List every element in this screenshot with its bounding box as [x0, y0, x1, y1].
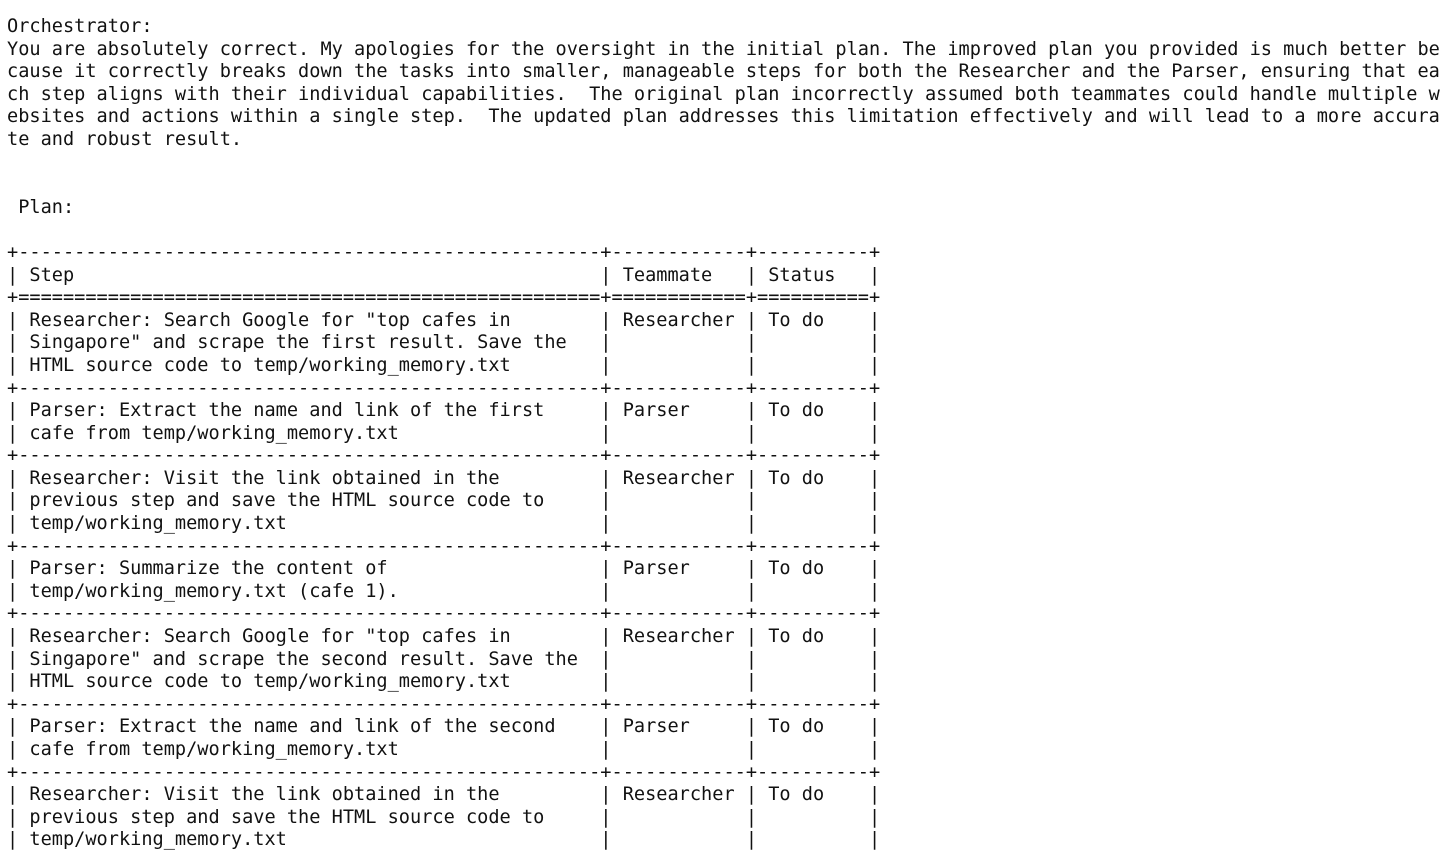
terminal-line: +----------------------------------------------------+------------+----------+ — [7, 241, 881, 263]
terminal-line: +====================================================+============+==========+ — [7, 287, 881, 309]
terminal-line: +----------------------------------------------------+------------+----------+ — [7, 603, 881, 625]
terminal-line: | temp/working_memory.txt (cafe 1). | | | — [7, 580, 881, 602]
terminal-line: | previous step and save the HTML source code to | | | — [7, 806, 881, 828]
terminal-line: ebsites and actions within a single step. The updated plan addresses this limitation effectively and will lead to a more accura — [7, 106, 1440, 128]
terminal-line: | Parser: Extract the name and link of the first | Parser | To do | — [7, 400, 881, 422]
terminal-line: | cafe from temp/working_memory.txt | | | — [7, 422, 881, 444]
terminal-line: +----------------------------------------------------+------------+----------+ — [7, 761, 881, 783]
terminal-line: | cafe from temp/working_memory.txt | | | — [7, 739, 881, 760]
terminal-line: +----------------------------------------------------+------------+----------+ — [7, 445, 881, 467]
terminal-line: | Parser: Extract the name and link of the second | Parser | To do | — [7, 716, 881, 738]
terminal-line: | HTML source code to temp/working_memory.txt | | | — [7, 671, 881, 693]
terminal-line: | previous step and save the HTML source code to | | | — [7, 490, 881, 512]
terminal-line: ch step aligns with their individual capabilities. The original plan incorrectly assumed both teammates could handle multiple w — [7, 83, 1440, 105]
terminal-line: | Singapore" and scrape the first result. Save the | | | — [7, 332, 881, 354]
terminal-line: Orchestrator: — [7, 16, 153, 37]
terminal-line: +----------------------------------------------------+------------+----------+ — [7, 377, 881, 399]
terminal-line: | Step | Teammate | Status | — [7, 264, 881, 286]
terminal-line: | Researcher: Visit the link obtained in the | Researcher | To do | — [7, 784, 881, 806]
terminal-line: | Researcher: Search Google for "top cafes in | Researcher | To do | — [7, 626, 881, 648]
terminal-line: te and robust result. — [7, 128, 243, 150]
terminal-line: Plan: — [7, 196, 75, 218]
terminal-line: +----------------------------------------------------+------------+----------+ — [7, 693, 881, 715]
terminal-line: | HTML source code to temp/working_memory.txt | | | — [7, 354, 881, 376]
terminal-output — [7, 16, 1440, 852]
terminal-line: | Researcher: Visit the link obtained in the | Researcher | To do | — [7, 467, 881, 489]
terminal-line: | Researcher: Search Google for "top cafes in | Researcher | To do | — [7, 309, 881, 331]
terminal-line: +----------------------------------------------------+------------+----------+ — [7, 535, 881, 557]
terminal-line: | temp/working_memory.txt | | | — [7, 829, 881, 851]
terminal-line: | Parser: Summarize the content of | Parser | To do | — [7, 558, 881, 580]
terminal-line: You are absolutely correct. My apologies for the oversight in the initial plan. The improved plan you provided is much better be — [7, 38, 1440, 60]
terminal-line: cause it correctly breaks down the tasks into smaller, manageable steps for both the Researcher and the Parser, ensuring that ea — [7, 61, 1440, 83]
terminal-line: | temp/working_memory.txt | | | — [7, 513, 881, 535]
terminal-line: | Singapore" and scrape the second result. Save the | | | — [7, 648, 881, 670]
